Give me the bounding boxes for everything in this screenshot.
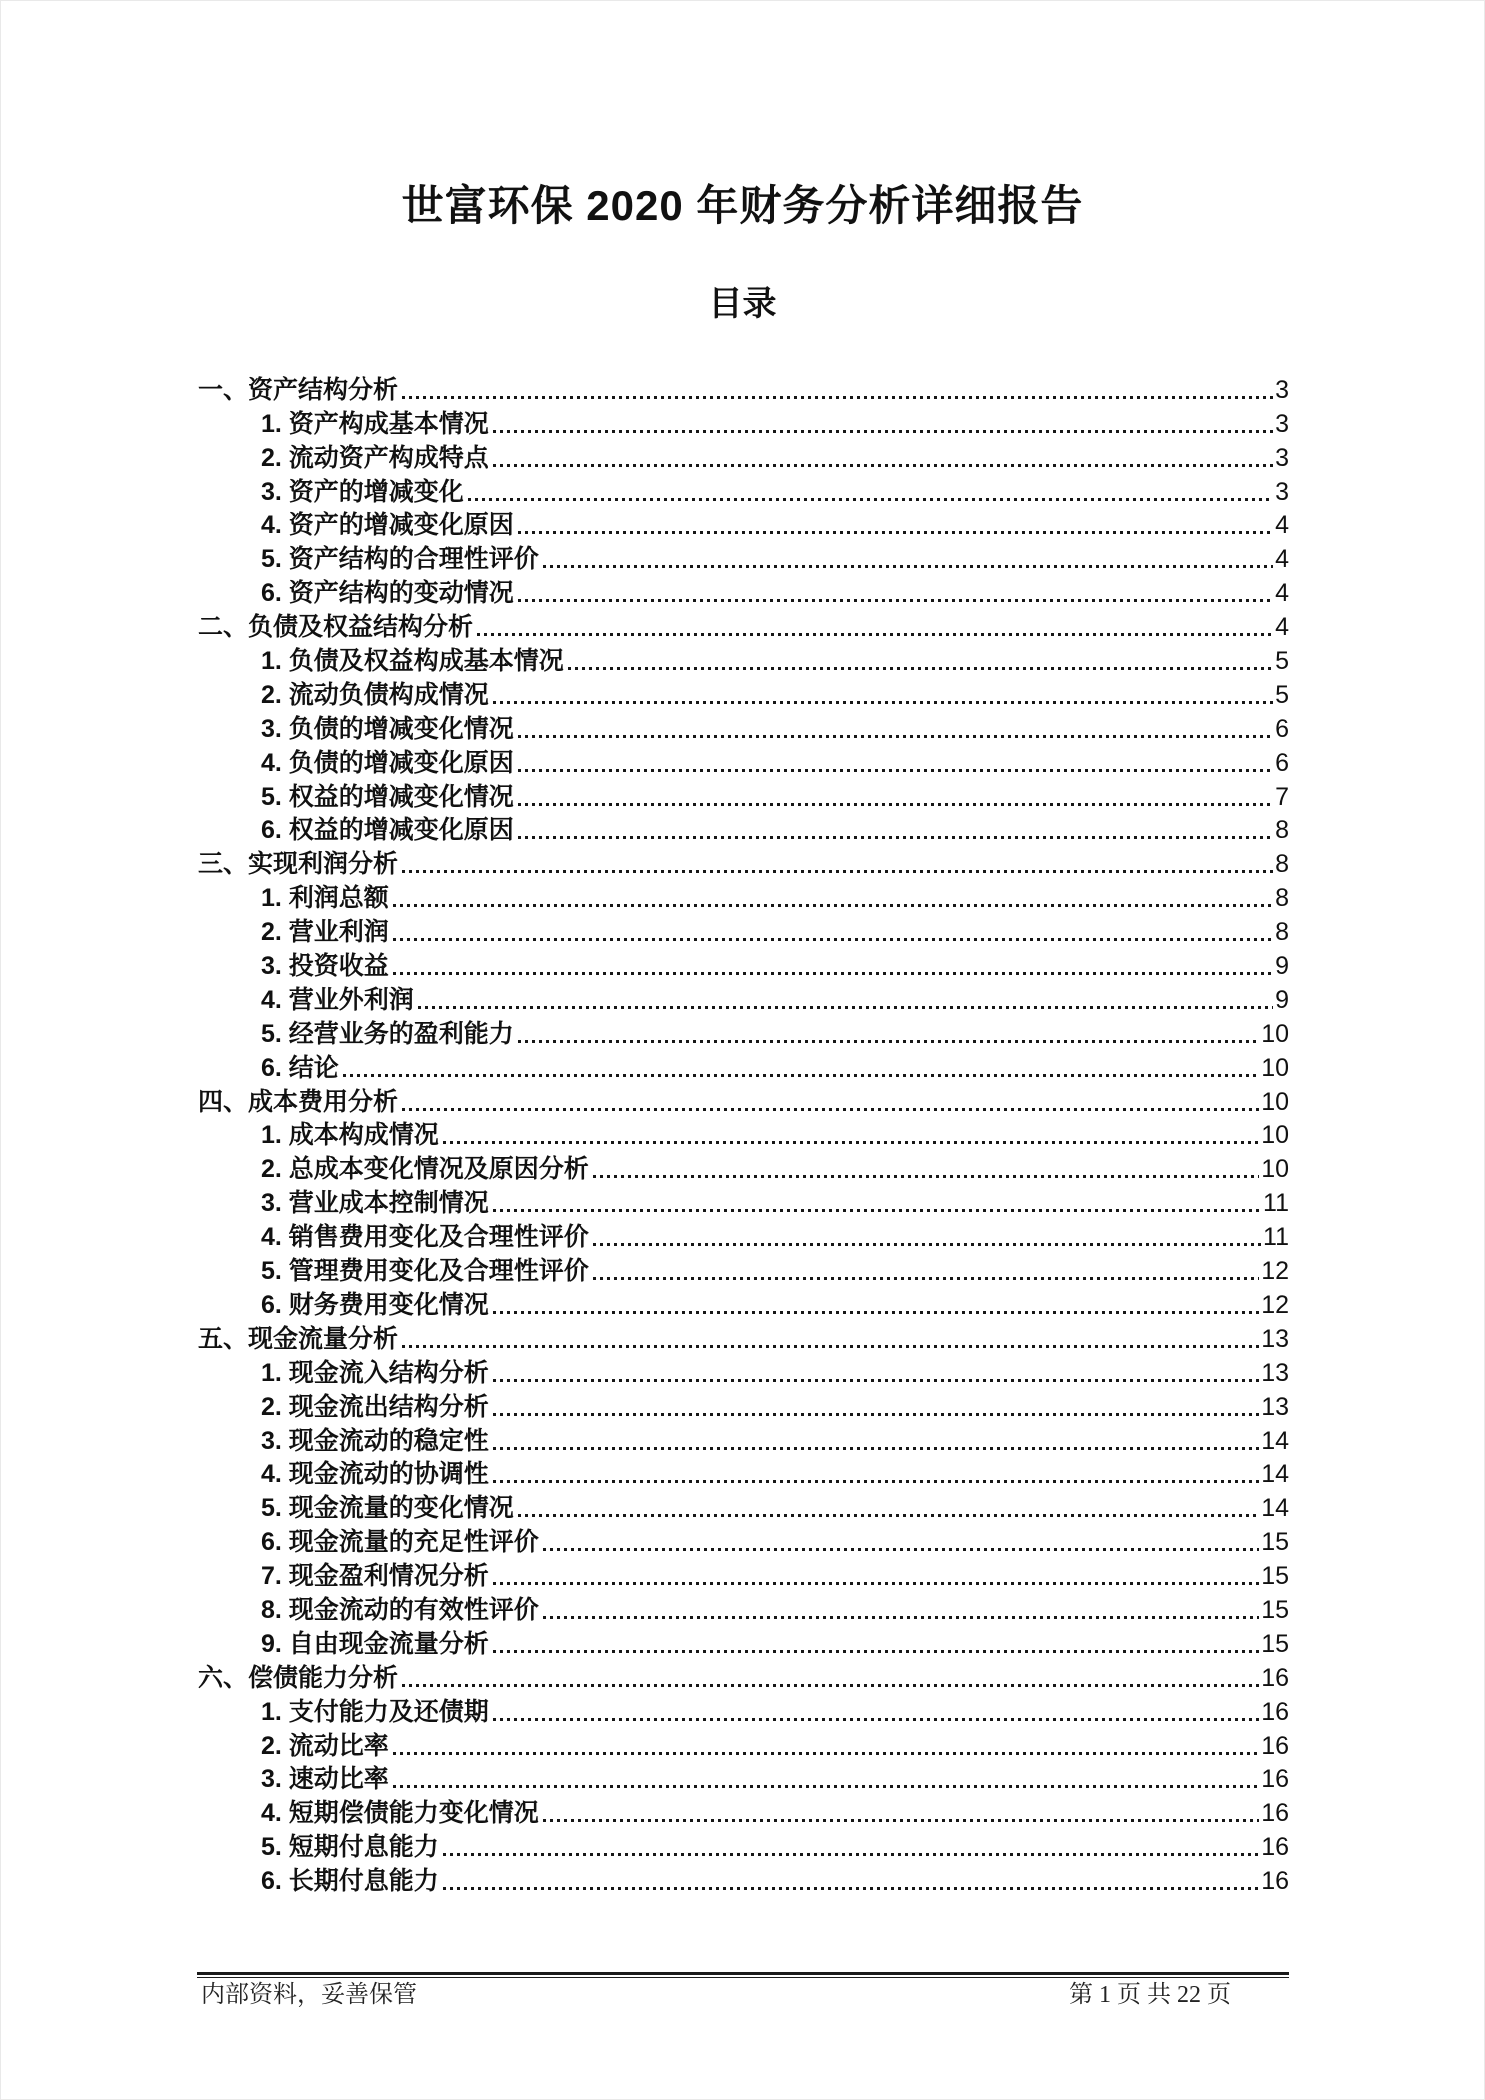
toc-item-entry[interactable] <box>198 1490 1289 1524</box>
footer-rule-thick <box>197 1972 1289 1975</box>
toc-entry-label: 4. 负债的增减变化原因 <box>261 748 514 777</box>
dot-leader <box>343 1074 1259 1077</box>
toc-entry-page-number: 16 <box>1261 1731 1289 1760</box>
toc-entry-page-number: 8 <box>1275 918 1289 947</box>
toc-heading: 目录 <box>708 285 777 323</box>
toc-item-entry[interactable] <box>198 643 1289 677</box>
toc-entry-page-number: 8 <box>1275 884 1289 913</box>
toc-entry-page-number: 6 <box>1275 748 1289 777</box>
toc-item-entry[interactable] <box>198 1762 1289 1796</box>
toc-entry-label: 二、负债及权益结构分析 <box>198 613 474 642</box>
toc-entry-page-number: 4 <box>1275 579 1289 608</box>
toc-entry-page-number: 15 <box>1261 1595 1289 1624</box>
toc-entry-label: 4. 销售费用变化及合理性评价 <box>261 1223 589 1252</box>
toc-section-entry[interactable] <box>198 609 1289 643</box>
toc-entry-label: 4. 短期偿债能力变化情况 <box>261 1799 539 1828</box>
toc-entry-label: 2. 流动比率 <box>261 1731 389 1760</box>
toc-entry-page-number: 16 <box>1261 1799 1289 1828</box>
toc-entry-page-number: 14 <box>1261 1460 1289 1489</box>
toc-item-entry[interactable] <box>198 1016 1289 1050</box>
toc-entry-label: 1. 支付能力及还债期 <box>261 1697 489 1726</box>
dot-leader <box>393 904 1273 907</box>
toc-entry-page-number: 16 <box>1261 1663 1289 1692</box>
toc-entry-page-number: 5 <box>1275 647 1289 676</box>
toc-section-entry[interactable] <box>198 1660 1289 1694</box>
toc-item-entry[interactable] <box>198 880 1289 914</box>
toc-entry-label: 6. 财务费用变化情况 <box>261 1290 489 1319</box>
toc-entry-page-number: 16 <box>1261 1765 1289 1794</box>
toc-entry-page-number: 9 <box>1275 985 1289 1014</box>
dot-leader <box>468 498 1273 501</box>
dot-leader <box>443 1141 1259 1144</box>
dot-leader <box>393 1785 1259 1788</box>
toc-item-entry[interactable] <box>198 1795 1289 1829</box>
toc-entry-label: 1. 成本构成情况 <box>261 1121 439 1150</box>
toc-entry-page-number: 16 <box>1261 1697 1289 1726</box>
toc-entry-page-number: 7 <box>1275 782 1289 811</box>
toc-item-entry[interactable] <box>198 1287 1289 1321</box>
toc-entry-label: 2. 流动资产构成特点 <box>261 443 489 472</box>
toc-item-entry[interactable] <box>198 1050 1289 1084</box>
toc-item-entry[interactable] <box>198 711 1289 745</box>
toc-item-entry[interactable] <box>198 745 1289 779</box>
dot-leader <box>418 1006 1273 1009</box>
toc-entry-label: 3. 投资收益 <box>261 952 389 981</box>
dot-leader <box>543 1819 1259 1822</box>
dot-leader <box>493 464 1273 467</box>
toc-entry-label: 1. 利润总额 <box>261 884 389 913</box>
toc-item-entry[interactable] <box>198 1592 1289 1626</box>
toc-entry-label: 6. 资产结构的变动情况 <box>261 579 514 608</box>
toc-entry-label: 5. 现金流量的变化情况 <box>261 1494 514 1523</box>
report-title: 世富环保 2020 年财务分析详细报告 <box>401 182 1084 229</box>
toc-entry-page-number: 15 <box>1261 1562 1289 1591</box>
toc-item-entry[interactable] <box>198 1829 1289 1863</box>
toc-entry-page-number: 6 <box>1275 714 1289 743</box>
toc-entry-label: 一、资产结构分析 <box>198 375 399 404</box>
toc-entry-label: 3. 负债的增减变化情况 <box>261 714 514 743</box>
toc-section-entry[interactable] <box>198 1084 1289 1118</box>
toc-entry-label: 6. 现金流量的充足性评价 <box>261 1528 539 1557</box>
toc-entry-label: 1. 负债及权益构成基本情况 <box>261 647 564 676</box>
toc-entry-label: 3. 速动比率 <box>261 1765 389 1794</box>
toc-item-entry[interactable] <box>198 1626 1289 1660</box>
dot-leader <box>493 1413 1259 1416</box>
toc-item-entry[interactable] <box>198 1423 1289 1457</box>
dot-leader <box>493 1209 1261 1212</box>
dot-leader <box>518 769 1273 772</box>
toc-section-entry[interactable] <box>198 1321 1289 1355</box>
dot-leader <box>518 735 1273 738</box>
dot-leader <box>402 1345 1259 1348</box>
dot-leader <box>493 1379 1259 1382</box>
toc-item-entry[interactable] <box>198 813 1289 847</box>
dot-leader <box>493 701 1273 704</box>
table-of-contents <box>198 372 1289 1897</box>
toc-entry-label: 六、偿债能力分析 <box>198 1663 399 1692</box>
toc-entry-page-number: 16 <box>1261 1867 1289 1896</box>
toc-entry-page-number: 13 <box>1261 1392 1289 1421</box>
toc-entry-label: 3. 营业成本控制情况 <box>261 1189 489 1218</box>
toc-entry-label: 2. 总成本变化情况及原因分析 <box>261 1155 589 1184</box>
toc-item-entry[interactable] <box>198 982 1289 1016</box>
toc-item-entry[interactable] <box>198 1457 1289 1491</box>
toc-entry-label: 6. 结论 <box>261 1053 339 1082</box>
toc-entry-page-number: 3 <box>1275 443 1289 472</box>
toc-item-entry[interactable] <box>198 1863 1289 1897</box>
toc-item-entry[interactable] <box>198 948 1289 982</box>
dot-leader <box>477 633 1273 636</box>
dot-leader <box>518 803 1273 806</box>
dot-leader <box>393 972 1273 975</box>
toc-item-entry[interactable] <box>198 1355 1289 1389</box>
toc-entry-label: 5. 权益的增减变化情况 <box>261 782 514 811</box>
toc-item-entry[interactable] <box>198 575 1289 609</box>
dot-leader <box>493 1650 1259 1653</box>
toc-entry-label: 7. 现金盈利情况分析 <box>261 1562 489 1591</box>
toc-entry-page-number: 14 <box>1261 1494 1289 1523</box>
dot-leader <box>543 1616 1259 1619</box>
dot-leader <box>493 430 1273 433</box>
toc-entry-label: 9. 自由现金流量分析 <box>261 1629 489 1658</box>
dot-leader <box>593 1175 1259 1178</box>
toc-item-entry[interactable] <box>198 406 1289 440</box>
toc-item-entry[interactable] <box>198 677 1289 711</box>
toc-item-entry[interactable] <box>198 508 1289 542</box>
toc-entry-label: 5. 经营业务的盈利能力 <box>261 1019 514 1048</box>
toc-entry-page-number: 10 <box>1261 1155 1289 1184</box>
footer-double-rule <box>197 1972 1289 1978</box>
toc-entry-page-number: 13 <box>1261 1324 1289 1353</box>
toc-entry-page-number: 12 <box>1261 1257 1289 1286</box>
footer-page-indicator: 第 1 页 共 22 页 <box>1069 1982 1231 2008</box>
dot-leader <box>493 1480 1259 1483</box>
toc-entry-page-number: 13 <box>1261 1358 1289 1387</box>
toc-entry-page-number: 10 <box>1261 1121 1289 1150</box>
toc-entry-page-number: 10 <box>1261 1087 1289 1116</box>
toc-entry-page-number: 8 <box>1275 850 1289 879</box>
toc-entry-label: 2. 现金流出结构分析 <box>261 1392 489 1421</box>
dot-leader <box>443 1853 1259 1856</box>
toc-section-entry[interactable] <box>198 846 1289 880</box>
page-footer <box>197 1972 1289 2009</box>
toc-entry-label: 1. 现金流入结构分析 <box>261 1358 489 1387</box>
toc-item-entry[interactable] <box>198 779 1289 813</box>
toc-item-entry[interactable] <box>198 1728 1289 1762</box>
toc-entry-label: 五、现金流量分析 <box>198 1324 399 1353</box>
dot-leader <box>402 1684 1259 1687</box>
toc-entry-page-number: 12 <box>1261 1290 1289 1319</box>
dot-leader <box>593 1243 1261 1246</box>
toc-entry-page-number: 9 <box>1275 952 1289 981</box>
toc-item-entry[interactable] <box>198 1185 1289 1219</box>
toc-item-entry[interactable] <box>198 1118 1289 1152</box>
dot-leader <box>568 667 1273 670</box>
toc-entry-page-number: 4 <box>1275 545 1289 574</box>
dot-leader <box>543 565 1273 568</box>
toc-section-entry[interactable] <box>198 372 1289 406</box>
toc-entry-page-number: 11 <box>1263 1189 1289 1218</box>
dot-leader <box>402 1108 1259 1111</box>
toc-entry-page-number: 5 <box>1275 680 1289 709</box>
toc-item-entry[interactable] <box>198 1253 1289 1287</box>
dot-leader <box>402 396 1273 399</box>
toc-entry-label: 5. 短期付息能力 <box>261 1833 439 1862</box>
toc-entry-page-number: 16 <box>1261 1833 1289 1862</box>
toc-item-entry[interactable] <box>198 474 1289 508</box>
toc-item-entry[interactable] <box>198 541 1289 575</box>
dot-leader <box>493 1718 1259 1721</box>
toc-entry-label: 5. 资产结构的合理性评价 <box>261 545 539 574</box>
toc-entry-page-number: 8 <box>1275 816 1289 845</box>
toc-entry-label: 三、实现利润分析 <box>198 850 399 879</box>
toc-item-entry[interactable] <box>198 440 1289 474</box>
footer-confidential-note: 内部资料，妥善保管 <box>201 1982 417 2008</box>
dot-leader <box>402 870 1273 873</box>
toc-item-entry[interactable] <box>198 1694 1289 1728</box>
toc-entry-label: 4. 现金流动的协调性 <box>261 1460 489 1489</box>
toc-item-entry[interactable] <box>198 1558 1289 1592</box>
toc-item-entry[interactable] <box>198 1151 1289 1185</box>
dot-leader <box>518 599 1273 602</box>
footer-rule-thin <box>197 1977 1289 1978</box>
toc-entry-page-number: 3 <box>1275 375 1289 404</box>
dot-leader <box>518 1514 1259 1517</box>
toc-item-entry[interactable] <box>198 1389 1289 1423</box>
toc-entry-label: 4. 营业外利润 <box>261 985 414 1014</box>
toc-entry-page-number: 10 <box>1261 1053 1289 1082</box>
dot-leader <box>443 1887 1259 1890</box>
dot-leader <box>393 938 1273 941</box>
toc-entry-label: 6. 长期付息能力 <box>261 1867 439 1896</box>
dot-leader <box>493 1447 1259 1450</box>
toc-entry-label: 6. 权益的增减变化原因 <box>261 816 514 845</box>
toc-entry-label: 5. 管理费用变化及合理性评价 <box>261 1257 589 1286</box>
toc-item-entry[interactable] <box>198 1219 1289 1253</box>
toc-entry-page-number: 15 <box>1261 1528 1289 1557</box>
dot-leader <box>493 1311 1259 1314</box>
dot-leader <box>393 1752 1259 1755</box>
toc-entry-label: 1. 资产构成基本情况 <box>261 409 489 438</box>
toc-entry-page-number: 10 <box>1261 1019 1289 1048</box>
dot-leader <box>518 836 1273 839</box>
dot-leader <box>543 1548 1259 1551</box>
toc-entry-label: 四、成本费用分析 <box>198 1087 399 1116</box>
toc-entry-label: 4. 资产的增减变化原因 <box>261 511 514 540</box>
dot-leader <box>518 1040 1259 1043</box>
dot-leader <box>518 531 1273 534</box>
dot-leader <box>593 1277 1259 1280</box>
toc-entry-label: 3. 现金流动的稳定性 <box>261 1426 489 1455</box>
toc-entry-page-number: 4 <box>1275 613 1289 642</box>
toc-item-entry[interactable] <box>198 914 1289 948</box>
toc-entry-page-number: 15 <box>1261 1629 1289 1658</box>
toc-entry-page-number: 3 <box>1275 409 1289 438</box>
toc-entry-label: 2. 流动负债构成情况 <box>261 680 489 709</box>
toc-entry-page-number: 4 <box>1275 511 1289 540</box>
toc-entry-label: 3. 资产的增减变化 <box>261 477 464 506</box>
footer-text-row <box>197 1981 1289 2009</box>
toc-entry-label: 8. 现金流动的有效性评价 <box>261 1595 539 1624</box>
toc-entry-label: 2. 营业利润 <box>261 918 389 947</box>
toc-entry-page-number: 11 <box>1263 1223 1289 1252</box>
toc-item-entry[interactable] <box>198 1524 1289 1558</box>
toc-entry-page-number: 14 <box>1261 1426 1289 1455</box>
dot-leader <box>493 1582 1259 1585</box>
toc-entry-page-number: 3 <box>1275 477 1289 506</box>
